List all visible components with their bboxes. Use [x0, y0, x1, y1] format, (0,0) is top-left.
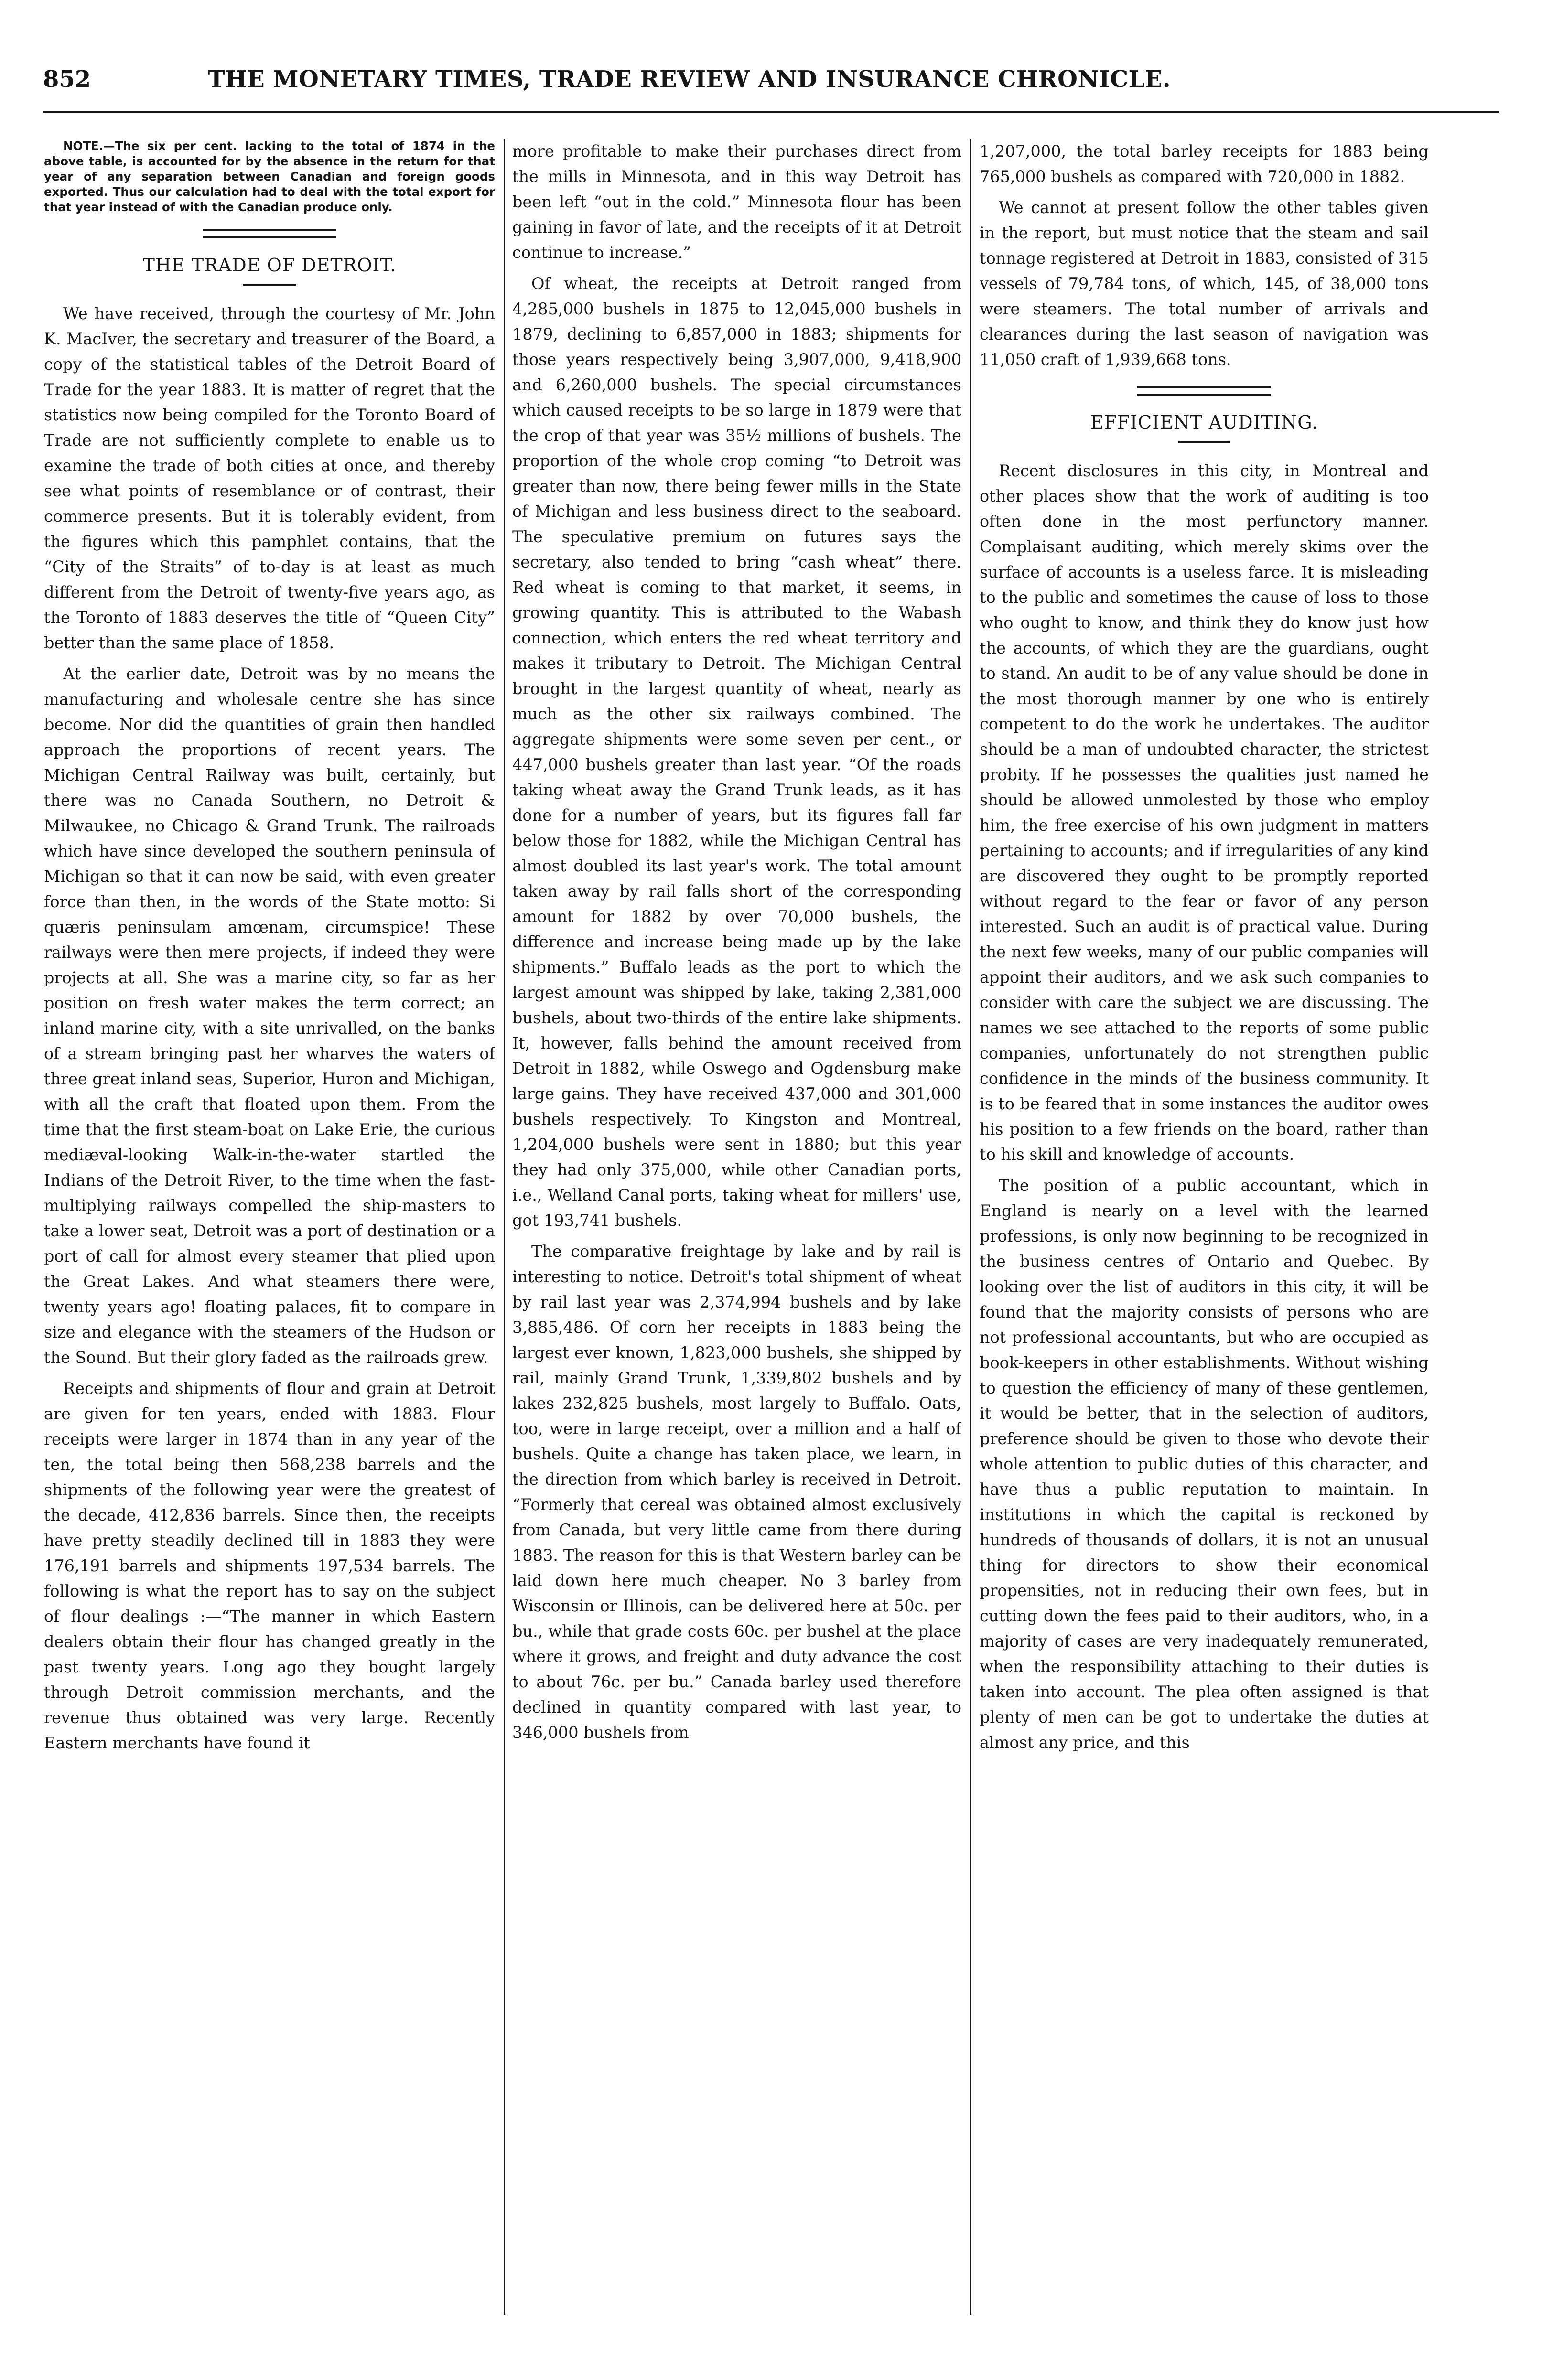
paragraph: 1,207,000, the total barley receipts for 1883 being 765,000 bushels as compared with 720,000 in 1882. — [980, 142, 1429, 186]
column-rule — [504, 139, 505, 2315]
paragraph: Recent disclosures in this city, in Montreal and other places show that the work of auditing is too often done in the most perfunctory manner. Complaisant auditing, which merely skims over the surface of accounts is a useless farce. It is misleading to the public and sometimes the cause of loss to those who ought to know, and think they do know just how the accounts, of which they are the guardians, ought to stand. An audit to be of any value should be done in the most thorough manner by one who is entirely competent to do the work he undertakes. The auditor should be a man of undoubted character, the strictest probity. If he possesses the qualities just named he should be allowed unmolested by those who employ him, the free exercise of his own judgment in matters pertaining to accounts; and if irregularities of any kind are discovered they ought to be promptly reported without regard to the fear or favor of any person interested. Such an audit is of practical value. During the next few weeks, many of our public companies will appoint their auditors, and we ask such companies to consider with care the subject we are discussing. The names we see attached to the reports of some public companies, unfortunately do not strengthen public confidence in the minds of the business community. It is to be feared that in some instances the auditor owes his position to a few friends on the board, rather than to his skill and knowledge of accounts. — [980, 461, 1429, 1164]
running-head: THE MONETARY TIMES, TRADE REVIEW AND INSURANCE CHRONICLE. — [208, 66, 1171, 93]
paragraph: Of wheat, the receipts at Detroit ranged from 4,285,000 bushels in 1875 to 12,045,000 bushels in 1879, declining to 6,857,000 in 1883; shipments for those years respectively being 3,907,000, 9,418,900 and 6,260,000 bushels. The special circumstances which caused receipts to be so large in 1879 were that the crop of that year was 35½ millions of bushels. The proportion of the whole crop coming “to Detroit was greater than now, there being fewer mills in the State of Michigan and less business direct to the seaboard. The speculative premium on futures says the secretary, also tended to bring “cash wheat” there. Red wheat is coming to that market, it seems, in growing quantity. This is attributed to the Wabash connection, which enters the red wheat territory and makes it tributary to Detroit. The Michigan Central brought in the largest quantity of wheat, nearly as much as the other six railways combined. The aggregate shipments were some seven per cent., or 447,000 bushels greater than last year. “Of the roads taking wheat away the Grand Trunk leads, as it has done for a number of years, but its figures fall far below those for 1882, while the Michigan Central has almost doubled its last year's work. The total amount taken away by rail falls short of the corresponding amount for 1882 by over 70,000 bushels, the difference and increase being made up by the lake shipments.” Buffalo leads as the port to which the largest amount was shipped by lake, taking 2,381,000 bushels, about two-thirds of the entire lake shipments. It, however, falls behind the amount received from Detroit in 1882, while Oswego and Ogdensburg make large gains. They have received 437,000 and 301,000 bushels respectively. To Kingston and Montreal, 1,204,000 bushels were sent in 1880; but this year they had only 375,000, while other Canadian ports, i.e., Welland Canal ports, taking wheat for millers' use, got 193,741 bushels. — [512, 274, 961, 1230]
section-divider — [1137, 386, 1271, 396]
column-rule — [970, 139, 971, 2315]
title-rule — [1178, 441, 1230, 443]
header-rule — [43, 111, 1499, 113]
paragraph: We cannot at present follow the other tables given in the report, but must notice that the steam and sail tonnage registered at Detroit in 1883, consisted of 315 vessels of 79,784 tons, of which, 145, of 38,000 tons were steamers. The total number of arrivals and clearances during the last season of navigation was 11,050 craft of 1,939,668 tons. — [980, 198, 1429, 369]
paragraph: The position of a public accountant, which in England is nearly on a level with the learned professions, is only now beginning to be recognized in the business centres of Ontario and Quebec. By looking over the list of auditors in this city, it will be found that the majority consists of persons who are not professional accountants, but who are occupied as book-keepers in other establishments. Without wishing to question the efficiency of many of these gentlemen, it would be better, that in the selection of auditors, preference should be given to those who devote their whole attention to public duties of this character, and have thus a public reputation to maintain. In institutions in which the capital is reckoned by hundreds of thousands of dollars, it is not an unusual thing for directors to show their economical propensities, not in reducing their own fees, but in cutting down the fees paid to their auditors, who, in a majority of cases are very inadequately remunerated, when the responsibility attaching to their duties is taken into account. The plea often assigned is that plenty of men can be got to undertake the duties at almost any price, and this — [980, 1176, 1429, 1752]
article-title: THE TRADE OF DETROIT. — [142, 255, 397, 276]
column-1 — [44, 139, 495, 2312]
column-2 — [512, 139, 961, 2312]
page-header — [43, 66, 1499, 106]
paragraph: The comparative freightage by lake and by rail is interesting to notice. Detroit's total shipment of wheat by rail last year was 2,374,994 bushels and by lake 3,885,486. Of corn her receipts in 1883 being the largest ever known, 1,823,000 bushels, she shipped by rail, mainly Grand Trunk, 1,339,802 bushels and by lakes 232,825 bushels, most largely to Buffalo. Oats, too, were in large receipt, over a million and a half of bushels. Quite a change has taken place, we learn, in the direction from which barley is received in Detroit. “Formerly that cereal was obtained almost exclusively from Canada, but very little came from there during 1883. The reason for this is that Western barley can be laid down here much cheaper. No 3 barley from Wisconsin or Illinois, can be delivered here at 50c. per bu., while that grade costs 60c. per bushel at the place where it grows, and freight and duty advance the cost to about 76c. per bu.” Canada barley used therefore declined in quantity compared with last year, to 346,000 bushels from — [512, 1242, 961, 1742]
title-rule — [243, 284, 296, 286]
section-divider — [203, 229, 336, 238]
page-number: 852 — [43, 66, 91, 93]
paragraph: At the earlier date, Detroit was by no means the manufacturing and wholesale centre she has since become. Nor did the quantities of grain then handled approach the proportions of recent years. The Michigan Central Railway was built, certainly, but there was no Canada Southern, no Detroit & Milwaukee, no Chicago & Grand Trunk. The railroads which have since developed the southern peninsula of Michigan so that it can now be said, with even greater force than then, in the words of the State motto: Si quæris peninsulam amœnam, circumspice! These railways were then mere projects, if indeed they were projects at all. She was a marine city, so far as her position on fresh water makes the term correct; an inland marine city, with a site unrivalled, on the banks of a stream bringing past her wharves the waters of three great inland seas, Superior, Huron and Michigan, with all the craft that floated upon them. From the time that the first steam-boat on Lake Erie, the curious mediæval-looking Walk-in-the-water startled the Indians of the Detroit River, to the time when the fast-multiplying railways compelled the ship-masters to take a lower seat, Detroit was a port of destination or a port of call for almost every steamer that plied upon the Great Lakes. And what steamers there were, twenty years ago! floating palaces, fit to compare in size and elegance with the steamers of the Hudson or the Sound. But their glory faded as the railroads grew. — [44, 665, 495, 1367]
table-note: NOTE.—The six per cent. lacking to the total of 1874 in the above table, is accounted for by the absence in the return for that year of any separation between Canadian and foreign goods exported. Thus our calculation had to deal with the total export for that year instead of with the Canadian produce only. — [44, 139, 495, 214]
article-title: EFFICIENT AUDITING. — [1090, 412, 1318, 433]
paragraph: more profitable to make their purchases direct from the mills in Minnesota, and in this way Detroit has been left “out in the cold.” Minnesota flour has been gaining in favor of late, and the receipts of it at Detroit continue to increase.” — [512, 142, 961, 262]
paragraph: Receipts and shipments of flour and grain at Detroit are given for ten years, ended with 1883. Flour receipts were larger in 1874 than in any year of the ten, the total being then 568,238 barrels and the shipments of the following year were the greatest of the decade, 412,836 barrels. Since then, the receipts have pretty steadily declined till in 1883 they were 176,191 barrels and shipments 197,534 barrels. The following is what the report has to say on the subject of flour dealings :—“The manner in which Eastern dealers obtain their flour has changed greatly in the past twenty years. Long ago they bought largely through Detroit commission merchants, and the revenue thus obtained was very large. Recently Eastern merchants have found it — [44, 1379, 495, 1752]
column-3 — [980, 139, 1429, 2312]
paragraph: We have received, through the courtesy of Mr. John K. MacIver, the secretary and treasurer of the Board, a copy of the statistical tables of the Detroit Board of Trade for the year 1883. It is matter of regret that the statistics now being compiled for the Toronto Board of Trade are not sufficiently complete to enable us to examine the trade of both cities at once, and thereby see what points of resemblance or of contrast, their commerce presents. But it is tolerably evident, from the figures which this pamphlet contains, that the “City of the Straits” of to-day is at least as much different from the Detroit of twenty-five years ago, as the Toronto of 1883 deserves the title of “Queen City” better than the same place of 1858. — [44, 304, 495, 652]
